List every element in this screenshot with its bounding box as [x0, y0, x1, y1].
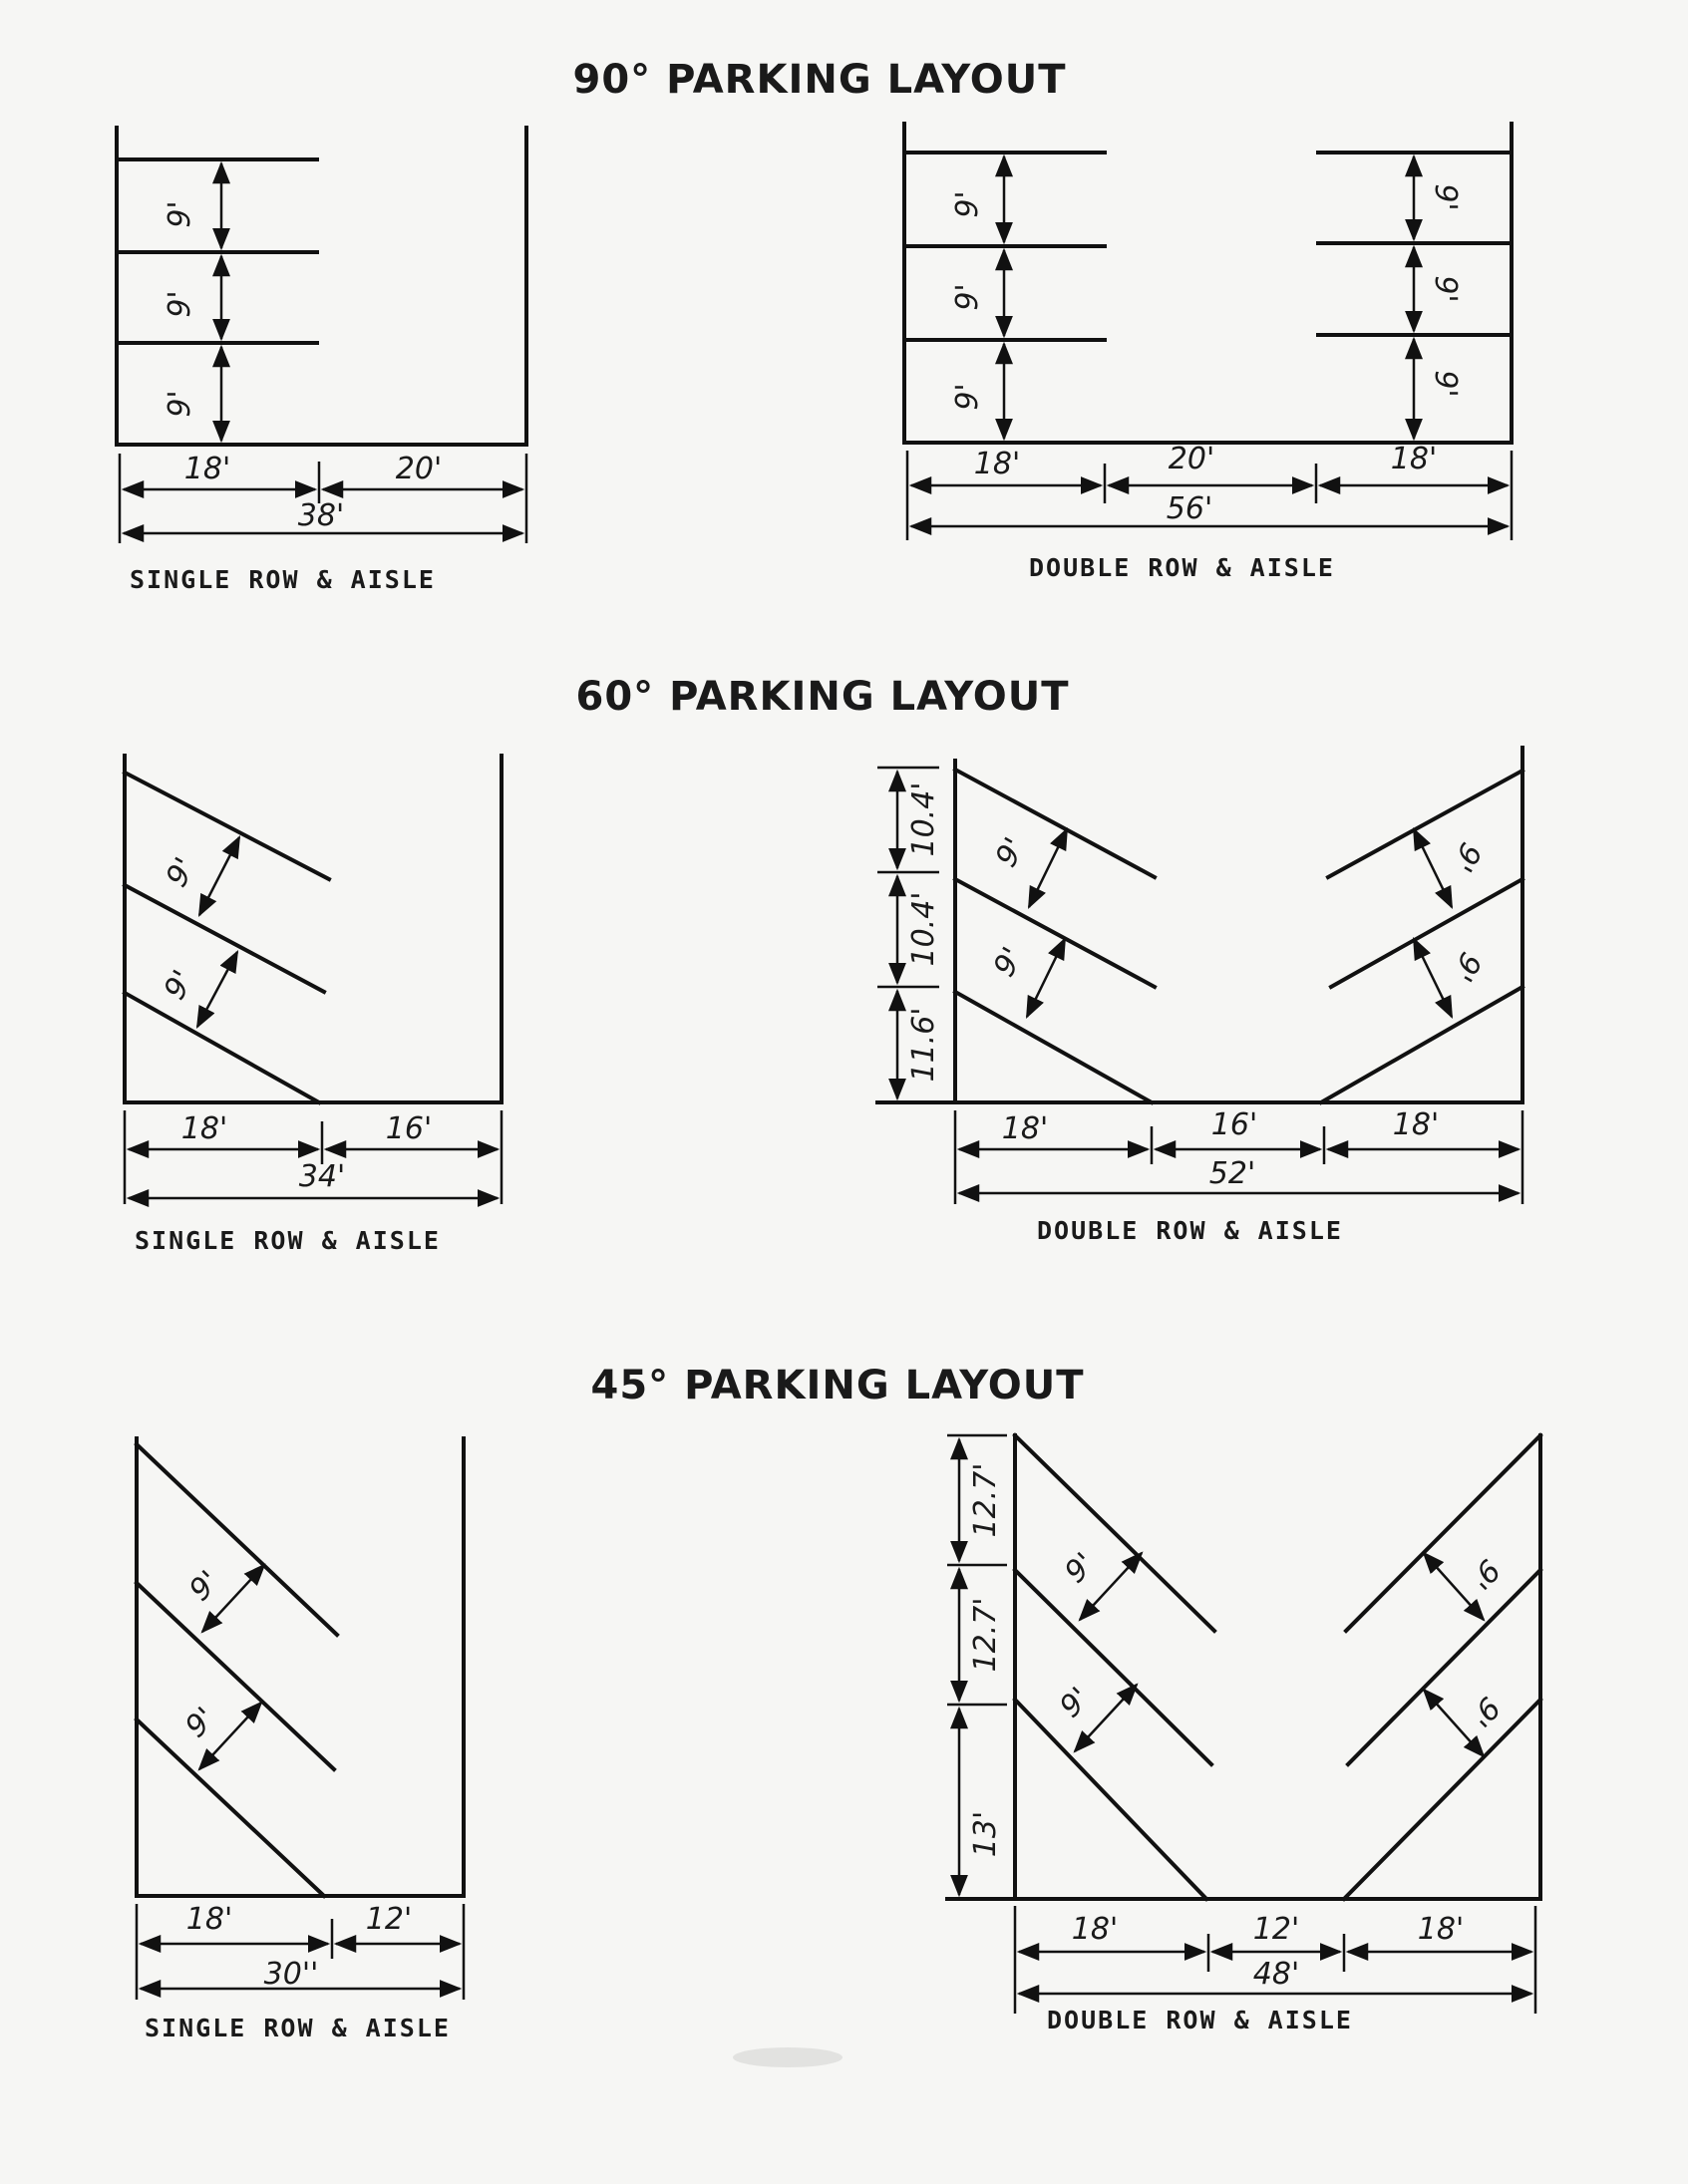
dim-90-single-depth: 18' [183, 452, 231, 486]
dim-90-single-width-3: 9' [163, 390, 197, 418]
dim-45-double-total: 48' [1252, 1957, 1300, 1992]
dim-45-single-total: 30'' [263, 1957, 319, 1992]
caption-90-single: SINGLE ROW & AISLE [130, 565, 436, 594]
dim-90-double-width-4: 9' [1428, 183, 1463, 211]
dim-45-double-depth-2: 18' [1417, 1912, 1465, 1947]
diagram-45-double [947, 1435, 1540, 2014]
dim-90-double-width-2: 9' [950, 283, 985, 311]
diagram-60-single [125, 756, 502, 1204]
scan-smudge [733, 2047, 843, 2067]
diagram-90-double [904, 124, 1512, 540]
caption-45-single: SINGLE ROW & AISLE [145, 2014, 451, 2042]
dim-90-single-aisle: 20' [395, 452, 443, 486]
dim-60-double-total: 52' [1208, 1156, 1256, 1191]
dim-60-double-width-2: 9' [986, 941, 1031, 983]
dim-90-double-width-6: 9' [1428, 370, 1463, 398]
dim-60-single-total: 34' [298, 1159, 346, 1194]
dim-60-single-width-2: 9' [157, 964, 201, 1006]
dim-45-double-aisle: 12' [1252, 1912, 1300, 1947]
dim-60-double-spacing-3: 11.6' [906, 1007, 941, 1083]
dim-90-double-total: 56' [1166, 491, 1213, 526]
dim-45-single-aisle: 12' [365, 1902, 413, 1937]
title-60: 60° PARKING LAYOUT [575, 674, 1070, 720]
dim-45-double-depth-1: 18' [1071, 1912, 1119, 1947]
dim-45-single-width-2: 9' [178, 1701, 223, 1745]
diagram-90-single [117, 128, 526, 543]
dim-60-double-depth-1: 18' [1001, 1111, 1049, 1146]
caption-90-double: DOUBLE ROW & AISLE [1029, 553, 1335, 582]
caption-45-double: DOUBLE ROW & AISLE [1047, 2006, 1353, 2034]
title-90: 90° PARKING LAYOUT [572, 57, 1067, 103]
dim-60-double-depth-2: 18' [1392, 1107, 1440, 1142]
dim-90-double-width-1: 9' [950, 190, 985, 218]
dim-45-double-spacing-2: 12.7' [968, 1597, 1003, 1673]
dim-90-single-total: 38' [297, 498, 345, 533]
dim-45-double-width-3: 9' [1462, 1551, 1507, 1596]
diagram-45-single [137, 1438, 464, 2000]
dim-60-single-width-1: 9' [159, 851, 203, 893]
caption-60-double: DOUBLE ROW & AISLE [1037, 1216, 1343, 1245]
dim-90-double-width-5: 9' [1428, 275, 1463, 303]
dim-60-double-width-3: 9' [1444, 836, 1489, 878]
title-45: 45° PARKING LAYOUT [590, 1363, 1085, 1408]
dim-60-single-depth: 18' [180, 1111, 228, 1146]
dim-90-double-depth-2: 18' [1390, 442, 1438, 476]
caption-60-single: SINGLE ROW & AISLE [135, 1226, 441, 1255]
dim-45-single-depth: 18' [185, 1902, 233, 1937]
dim-90-double-width-3: 9' [950, 383, 985, 411]
dim-60-double-width-4: 9' [1444, 946, 1489, 988]
dim-90-single-width-2: 9' [163, 290, 197, 318]
dim-45-double-width-2: 9' [1053, 1681, 1098, 1725]
diagram-60-double [877, 748, 1522, 1204]
dim-45-double-width-4: 9' [1462, 1689, 1507, 1733]
dim-60-double-width-1: 9' [988, 831, 1033, 873]
dim-90-double-aisle: 20' [1168, 442, 1215, 476]
dim-45-double-spacing-3: 13' [968, 1810, 1003, 1858]
dim-90-double-depth-1: 18' [973, 447, 1021, 481]
dim-60-double-spacing-1: 10.4' [906, 781, 941, 857]
dim-45-single-width-1: 9' [182, 1564, 227, 1609]
dim-60-single-aisle: 16' [385, 1111, 433, 1146]
dim-45-double-spacing-1: 12.7' [968, 1462, 1003, 1538]
dim-90-single-width-1: 9' [163, 200, 197, 228]
dim-60-double-aisle: 16' [1210, 1107, 1258, 1142]
dim-60-double-spacing-2: 10.4' [906, 891, 941, 967]
dim-45-double-width-1: 9' [1058, 1546, 1103, 1591]
